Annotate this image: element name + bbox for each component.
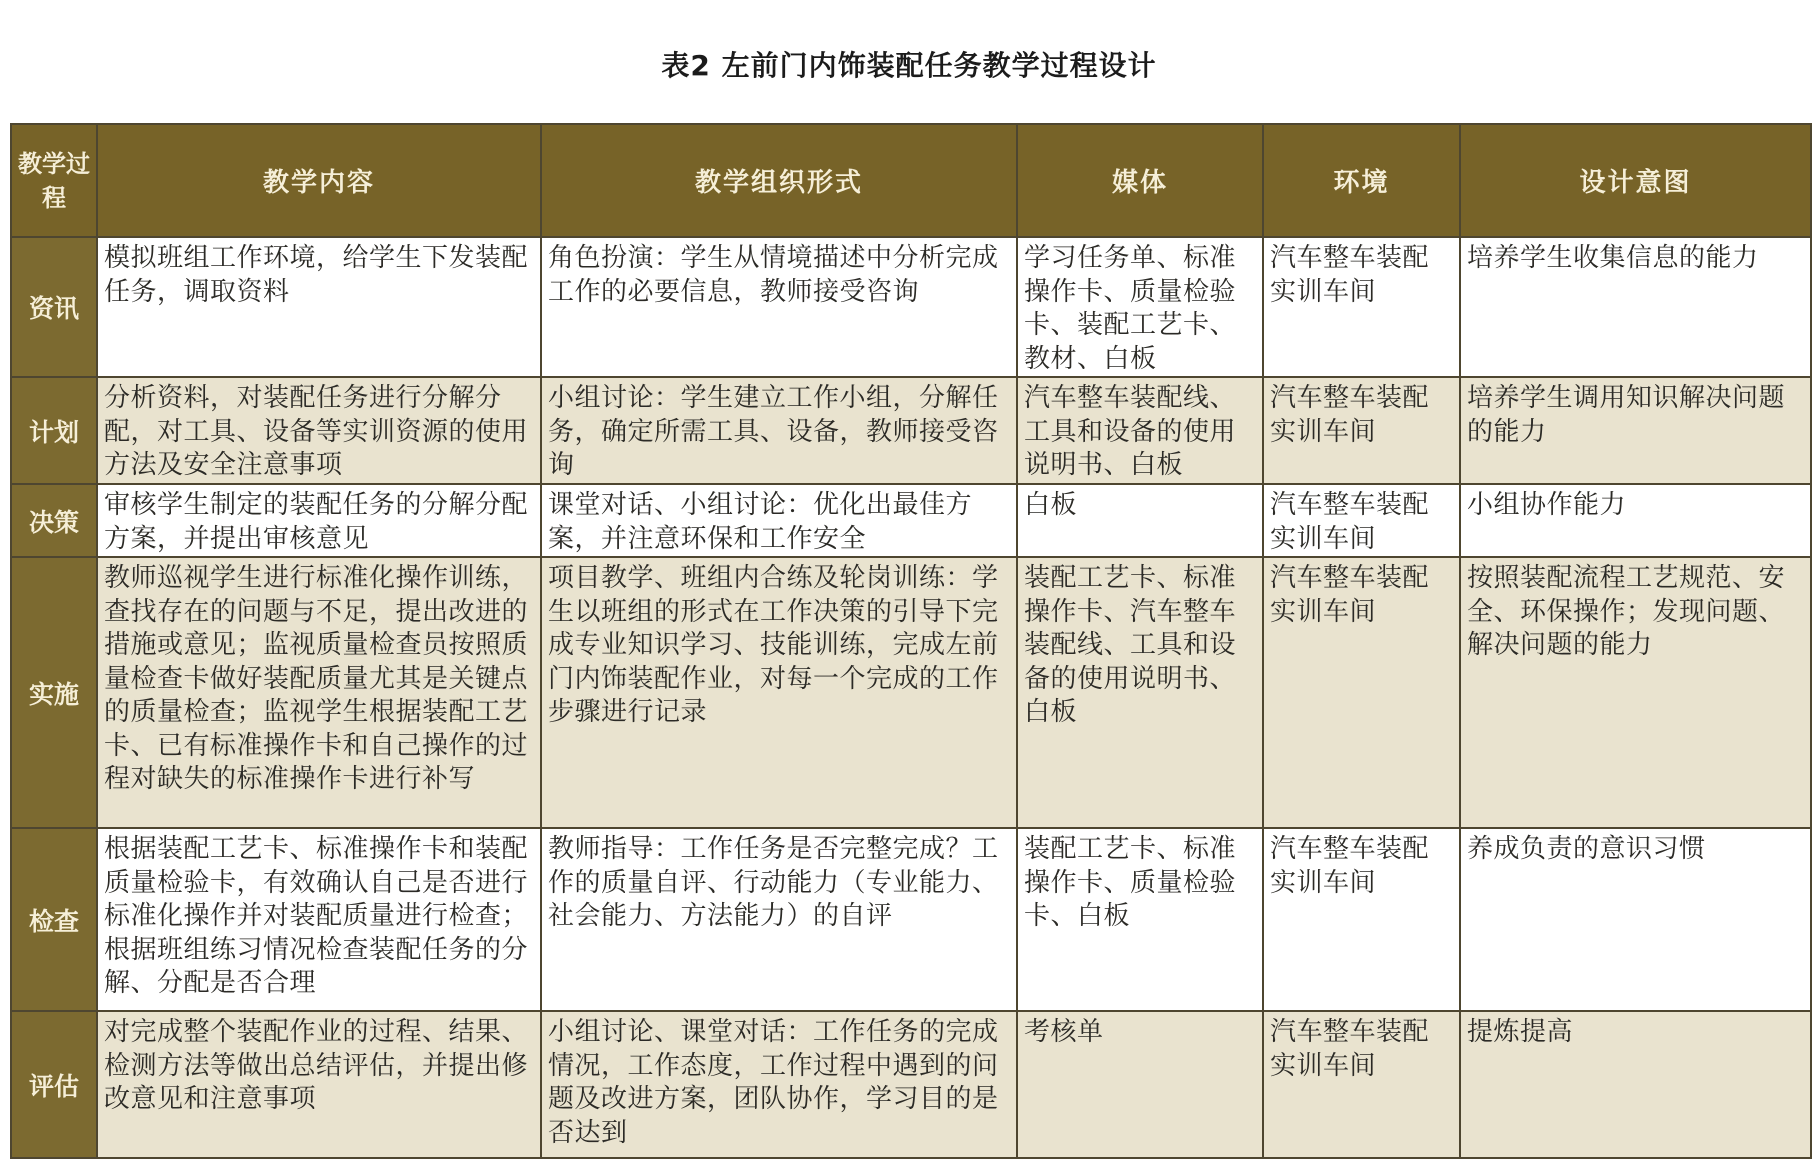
header-organization: 教学组织形式 xyxy=(541,124,1017,237)
organization-cell: 角色扮演：学生从情境描述中分析完成工作的必要信息，教师接受咨询 xyxy=(541,237,1017,377)
stage-cell: 检查 xyxy=(11,828,97,1011)
table-row xyxy=(11,377,1811,484)
environment-cell: 汽车整车装配实训车间 xyxy=(1263,828,1460,1011)
organization-cell: 小组讨论：学生建立工作小组，分解任务，确定所需工具、设备，教师接受咨询 xyxy=(541,377,1017,484)
teaching-process-table xyxy=(10,123,1812,1159)
table-row xyxy=(11,828,1811,1011)
organization-cell: 项目教学、班组内合练及轮岗训练：学生以班组的形式在工作决策的引导下完成专业知识学习、技能训练，完成左前门内饰装配作业，对每一个完成的工作步骤进行记录 xyxy=(541,557,1017,828)
header-content: 教学内容 xyxy=(97,124,541,237)
media-cell: 装配工艺卡、标准操作卡、汽车整车装配线、工具和设备的使用说明书、白板 xyxy=(1017,557,1263,828)
media-cell: 白板 xyxy=(1017,484,1263,557)
environment-cell: 汽车整车装配实训车间 xyxy=(1263,237,1460,377)
organization-cell: 小组讨论、课堂对话：工作任务的完成情况，工作态度，工作过程中遇到的问题及改进方案，团队协作，学习目的是否达到 xyxy=(541,1011,1017,1158)
media-cell: 装配工艺卡、标准操作卡、质量检验卡、白板 xyxy=(1017,828,1263,1011)
header-intent: 设计意图 xyxy=(1460,124,1811,237)
content-cell: 审核学生制定的装配任务的分解分配方案，并提出审核意见 xyxy=(97,484,541,557)
content-cell: 根据装配工艺卡、标准操作卡和装配质量检验卡，有效确认自己是否进行标准化操作并对装配质量进行检查；根据班组练习情况检查装配任务的分解、分配是否合理 xyxy=(97,828,541,1011)
table-row xyxy=(11,557,1811,828)
media-cell: 考核单 xyxy=(1017,1011,1263,1158)
table-row xyxy=(11,237,1811,377)
content-cell: 教师巡视学生进行标准化操作训练，查找存在的问题与不足，提出改进的措施或意见；监视质量检查员按照质量检查卡做好装配质量尤其是关键点的质量检查；监视学生根据装配工艺卡、已有标准操作卡和自己操作的过程对缺失的标准操作卡进行补写 xyxy=(97,557,541,828)
environment-cell: 汽车整车装配实训车间 xyxy=(1263,484,1460,557)
content-cell: 分析资料，对装配任务进行分解分配，对工具、设备等实训资源的使用方法及安全注意事项 xyxy=(97,377,541,484)
header-environment: 环境 xyxy=(1263,124,1460,237)
organization-cell: 课堂对话、小组讨论：优化出最佳方案，并注意环保和工作安全 xyxy=(541,484,1017,557)
stage-cell: 计划 xyxy=(11,377,97,484)
header-media: 媒体 xyxy=(1017,124,1263,237)
content-cell: 模拟班组工作环境，给学生下发装配任务，调取资料 xyxy=(97,237,541,377)
intent-cell: 按照装配流程工艺规范、安全、环保操作；发现问题、解决问题的能力 xyxy=(1460,557,1811,828)
intent-cell: 培养学生收集信息的能力 xyxy=(1460,237,1811,377)
intent-cell: 提炼提高 xyxy=(1460,1011,1811,1158)
environment-cell: 汽车整车装配实训车间 xyxy=(1263,1011,1460,1158)
intent-cell: 小组协作能力 xyxy=(1460,484,1811,557)
intent-cell: 养成负责的意识习惯 xyxy=(1460,828,1811,1011)
header-row xyxy=(11,124,1811,237)
media-cell: 学习任务单、标准操作卡、质量检验卡、装配工艺卡、教材、白板 xyxy=(1017,237,1263,377)
environment-cell: 汽车整车装配实训车间 xyxy=(1263,377,1460,484)
header-stage: 教学过程 xyxy=(11,124,97,237)
stage-cell: 实施 xyxy=(11,557,97,828)
organization-cell: 教师指导：工作任务是否完整完成？工作的质量自评、行动能力（专业能力、社会能力、方法能力）的自评 xyxy=(541,828,1017,1011)
content-cell: 对完成整个装配作业的过程、结果、检测方法等做出总结评估，并提出修改意见和注意事项 xyxy=(97,1011,541,1158)
media-cell: 汽车整车装配线、工具和设备的使用说明书、白板 xyxy=(1017,377,1263,484)
intent-cell: 培养学生调用知识解决问题的能力 xyxy=(1460,377,1811,484)
environment-cell: 汽车整车装配实训车间 xyxy=(1263,557,1460,828)
table-caption: 表2 左前门内饰装配任务教学过程设计 xyxy=(661,49,1157,82)
stage-cell: 决策 xyxy=(11,484,97,557)
stage-cell: 评估 xyxy=(11,1011,97,1158)
table-row xyxy=(11,1011,1811,1158)
stage-cell: 资讯 xyxy=(11,237,97,377)
table-row xyxy=(11,484,1811,557)
